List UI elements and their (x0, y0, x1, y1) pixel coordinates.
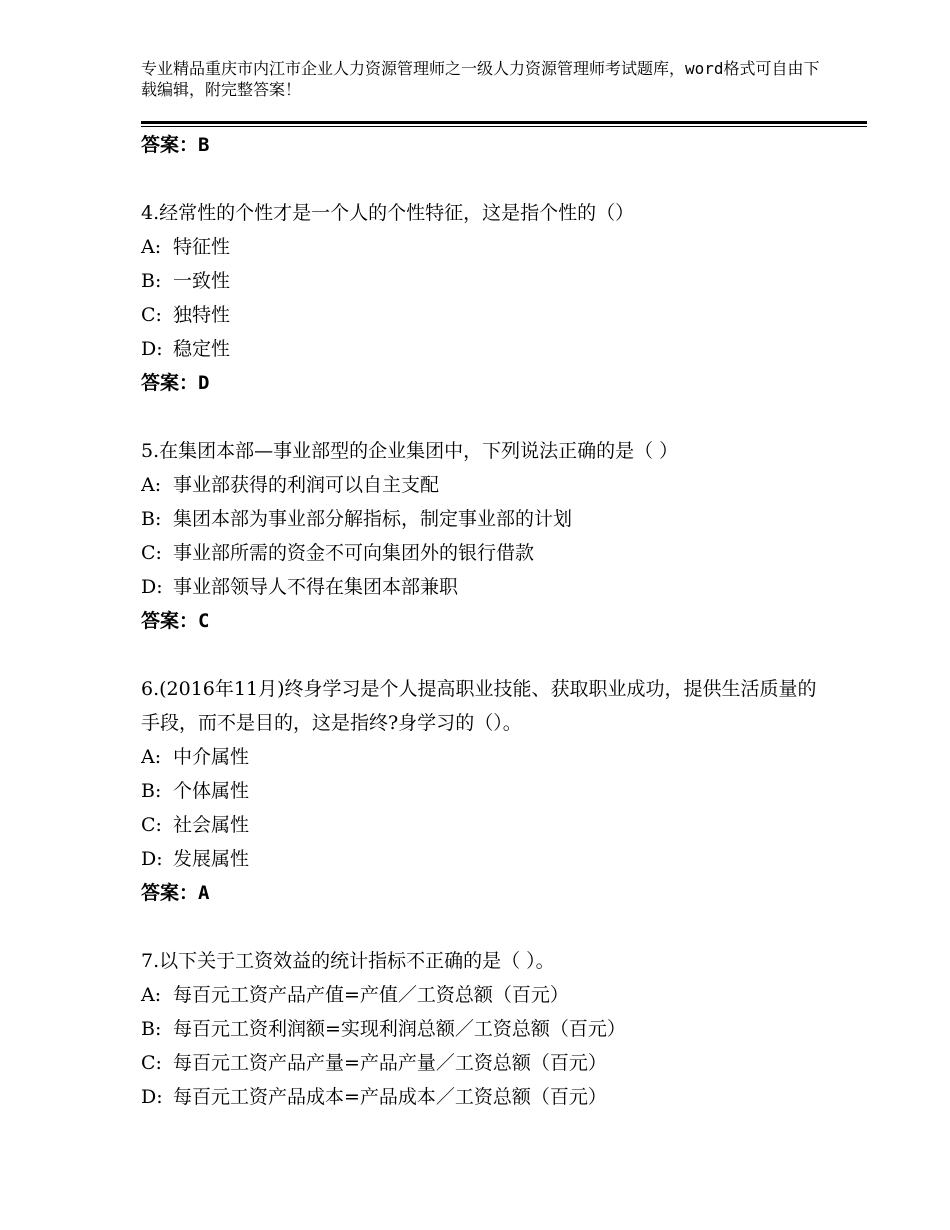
option-letter: D: (141, 338, 163, 360)
option-c (141, 536, 831, 570)
option-c (141, 808, 831, 842)
answer-label: 答案： (141, 372, 199, 394)
option-letter: B: (141, 1018, 162, 1040)
answer-value: D (198, 372, 210, 394)
option-letter: D: (141, 848, 163, 870)
option-letter: A: (141, 746, 162, 768)
question-stem: 4.经常性的个性才是一个人的个性特征，这是指个性的（） (141, 202, 635, 224)
option-a (141, 230, 831, 264)
option-letter: C: (141, 304, 162, 326)
question-item (141, 944, 831, 1114)
option-text: 每百元工资产品成本=产品成本／工资总额（百元） (173, 1086, 607, 1108)
option-b (141, 264, 831, 298)
option-b (141, 1012, 831, 1046)
option-text: 社会属性 (173, 814, 250, 836)
document-header: 专业精品重庆市内江市企业人力资源管理师之一级人力资源管理师考试题库，word格式可自由下载编辑，附完整答案！ (141, 59, 820, 99)
question-item (141, 672, 831, 910)
option-letter: A: (141, 474, 162, 496)
option-letter: A: (141, 236, 162, 258)
option-text: 每百元工资利润额=实现利润总额／工资总额（百元） (173, 1018, 626, 1040)
answer-value: B (198, 134, 210, 156)
option-a (141, 978, 831, 1012)
option-text: 一致性 (173, 270, 231, 292)
answer-label: 答案： (141, 134, 199, 156)
option-d (141, 1080, 831, 1114)
answer-value: A (198, 882, 210, 904)
option-text: 事业部获得的利润可以自主支配 (173, 474, 440, 496)
answer-line (141, 876, 831, 910)
option-c (141, 1046, 831, 1080)
option-letter: B: (141, 780, 162, 802)
header-rule-thin (141, 126, 867, 127)
question-stem: 7.以下关于工资效益的统计指标不正确的是（ ）。 (141, 950, 555, 972)
question-item (141, 196, 831, 400)
option-text: 事业部领导人不得在集团本部兼职 (173, 576, 459, 598)
question-list (141, 128, 831, 1114)
option-text: 事业部所需的资金不可向集团外的银行借款 (173, 542, 535, 564)
option-letter: C: (141, 542, 162, 564)
option-text: 每百元工资产品产值=产值／工资总额（百元） (173, 984, 569, 1006)
answer-line (141, 128, 831, 162)
option-c (141, 298, 831, 332)
option-text: 独特性 (173, 304, 231, 326)
question-item (141, 434, 831, 638)
option-text: 发展属性 (173, 848, 250, 870)
question-stem: 6.(2016年11月)终身学习是个人提高职业技能、获取职业成功，提供生活质量的手段，而不是目的，这是指终?身学习的（）。 (141, 678, 817, 734)
answer-line (141, 604, 831, 638)
option-b (141, 774, 831, 808)
option-text: 个体属性 (173, 780, 250, 802)
option-letter: D: (141, 576, 163, 598)
question-stem: 5.在集团本部—事业部型的企业集团中，下列说法正确的是（ ） (141, 440, 679, 462)
answer-value: C (198, 610, 210, 632)
header-rule-thick (141, 121, 867, 124)
option-a (141, 468, 831, 502)
option-d (141, 332, 831, 366)
answer-line (141, 366, 831, 400)
option-text: 中介属性 (173, 746, 250, 768)
option-letter: A: (141, 984, 162, 1006)
answer-label: 答案： (141, 610, 199, 632)
option-letter: B: (141, 508, 162, 530)
option-letter: D: (141, 1086, 163, 1108)
option-text: 集团本部为事业部分解指标，制定事业部的计划 (173, 508, 573, 530)
option-letter: C: (141, 1052, 162, 1074)
option-text: 每百元工资产品产量=产品产量／工资总额（百元） (173, 1052, 607, 1074)
answer-label: 答案： (141, 882, 199, 904)
option-d (141, 570, 831, 604)
option-text: 稳定性 (173, 338, 231, 360)
option-b (141, 502, 831, 536)
option-text: 特征性 (173, 236, 231, 258)
option-letter: B: (141, 270, 162, 292)
option-a (141, 740, 831, 774)
option-d (141, 842, 831, 876)
option-letter: C: (141, 814, 162, 836)
